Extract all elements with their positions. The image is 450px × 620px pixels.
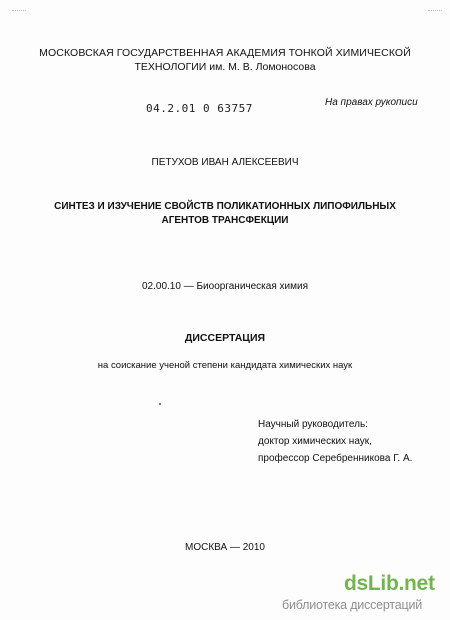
supervisor-name: профессор Серебренникова Г. А.	[258, 453, 413, 464]
speciality-code: 02.00.10 — Биоорганическая химия	[142, 281, 308, 292]
city-year: МОСКВА — 2010	[185, 542, 265, 553]
supervisor-degree: доктор химических наук,	[258, 436, 372, 447]
scan-corner-mark	[12, 0, 26, 11]
dissertation-title-line-2: АГЕНТОВ ТРАНСФЕКЦИИ	[161, 215, 289, 226]
dissertation-title-line-1: СИНТЕЗ И ИЗУЧЕНИЕ СВОЙСТВ ПОЛИКАТИОННЫХ ЛИПОФИЛЬНЫХ	[54, 201, 396, 212]
supervisor-heading: Научный руководитель:	[258, 419, 368, 430]
library-stamp: 04.2.01 0 63757	[146, 102, 253, 115]
manuscript-rights-notice: На правах рукописи	[325, 97, 418, 108]
watermark-logo: dsLib.net	[344, 572, 435, 595]
document-type: ДИССЕРТАЦИЯ	[184, 332, 266, 344]
institution-line-1: МОСКОВСКАЯ ГОСУДАРСТВЕННАЯ АКАДЕМИЯ ТОНКОЙ ХИМИЧЕСКОЙ	[39, 47, 411, 59]
scan-speck	[159, 403, 161, 405]
scan-corner-mark	[428, 0, 442, 11]
dslib-watermark	[282, 572, 450, 620]
watermark-caption: библиотека диссертаций	[282, 598, 423, 612]
degree-statement: на соискание ученой степени кандидата химических наук	[97, 360, 353, 371]
institution-line-2: ТЕХНОЛОГИИ им. М. В. Ломоносова	[134, 61, 316, 73]
author-name: ПЕТУХОВ ИВАН АЛЕКСЕЕВИЧ	[151, 157, 299, 168]
